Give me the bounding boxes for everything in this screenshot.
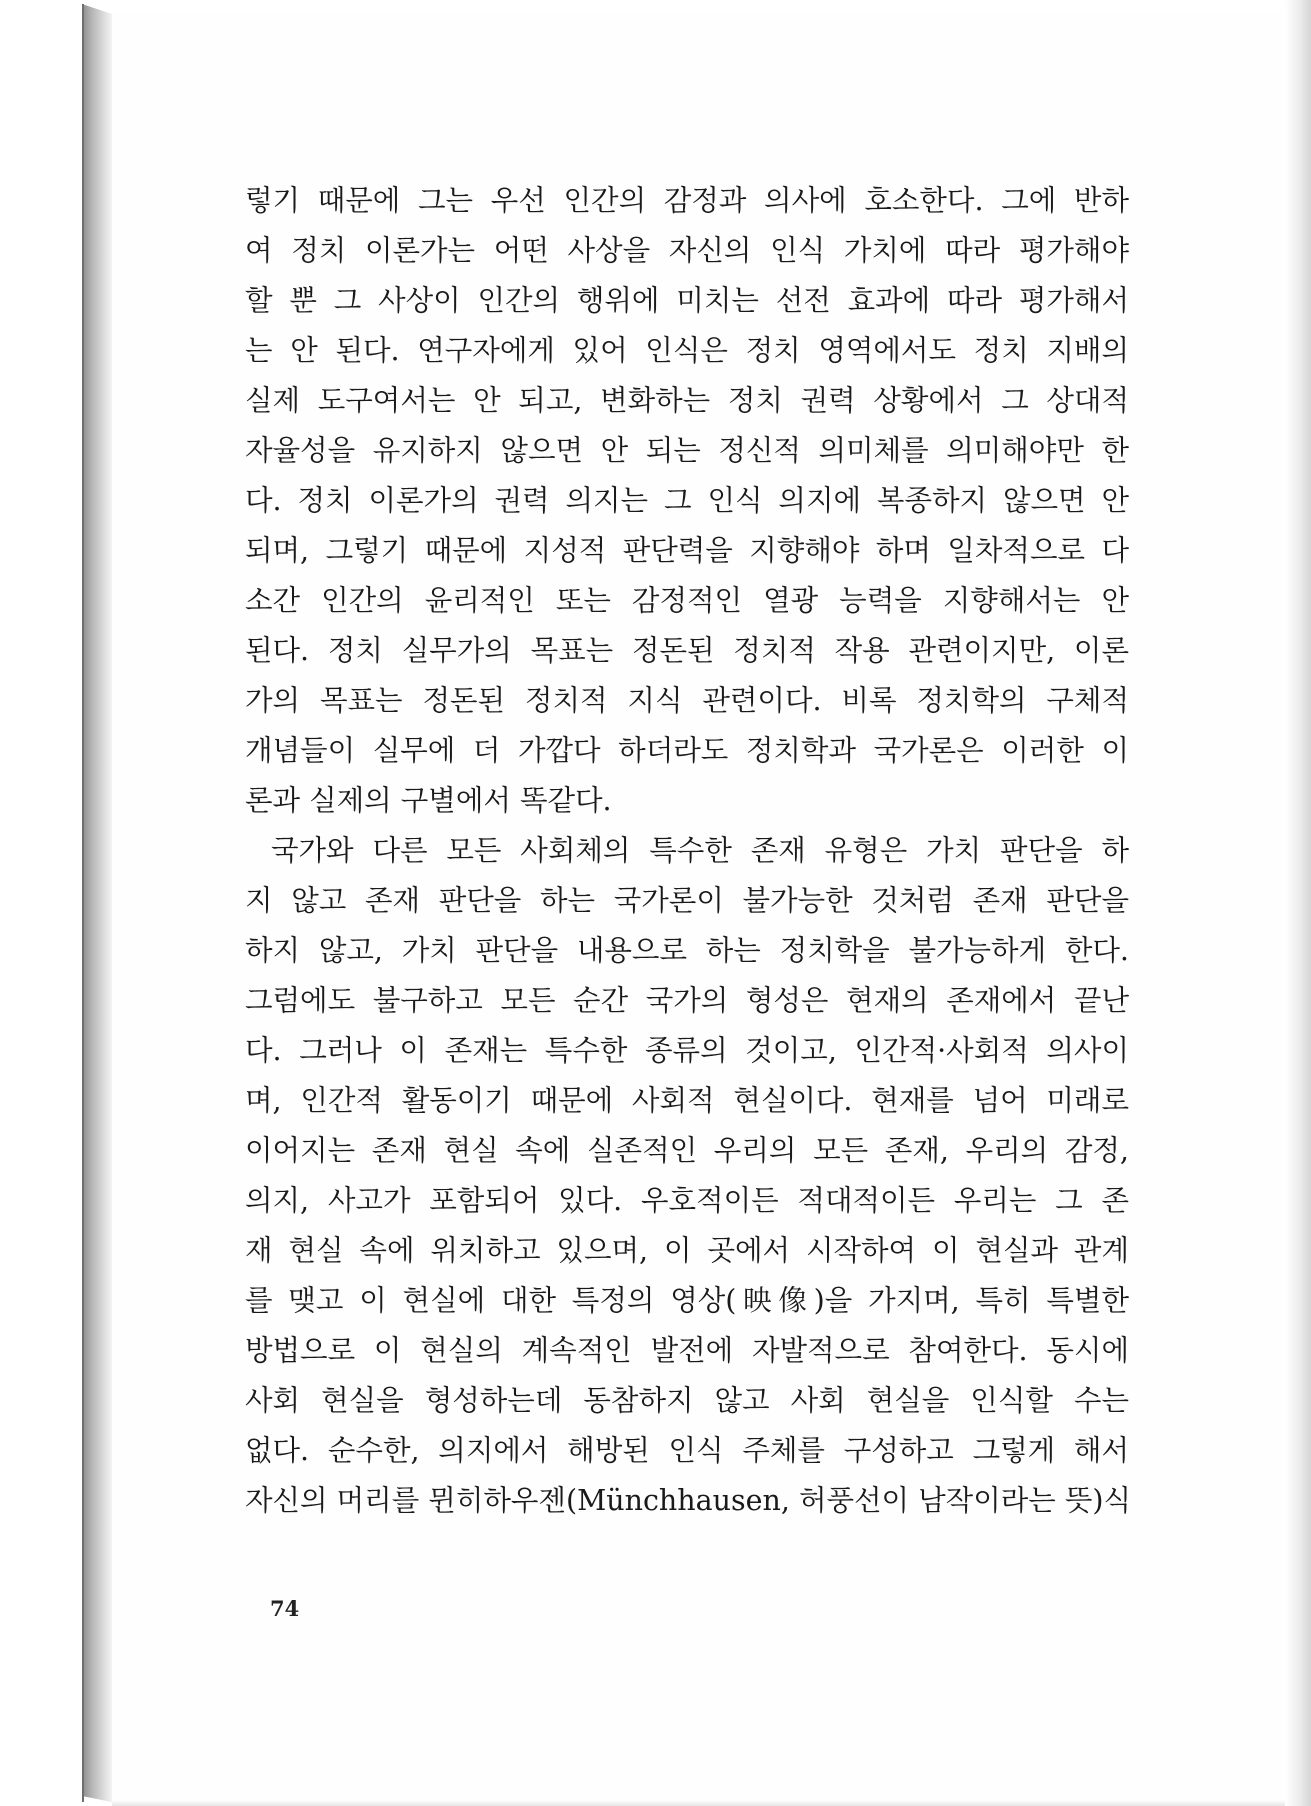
page-bottom-edge xyxy=(112,1800,1285,1806)
text-line: 개념들이 실무에 더 가깝다 하더라도 정치학과 국가론은 이러한 이 xyxy=(245,734,1129,767)
paragraph-start-line: 국가와 다른 모든 사회체의 특수한 존재 유형은 가치 판단을 하 xyxy=(271,834,1129,867)
text-line: 를 맺고 이 현실에 대한 특정의 영상(映像)을 가지며, 특히 특별한 xyxy=(245,1284,1129,1317)
text-line: 없다. 순수한, 의지에서 해방된 인식 주체를 구성하고 그렇게 해서 xyxy=(245,1434,1129,1467)
text-line: 할 뿐 그 사상이 인간의 행위에 미치는 선전 효과에 따라 평가해서 xyxy=(245,284,1129,317)
text-line: 소간 인간의 윤리적인 또는 감정적인 열광 능력을 지향해서는 안 xyxy=(245,584,1129,617)
text-line: 방법으로 이 현실의 계속적인 발전에 자발적으로 참여한다. 동시에 xyxy=(245,1334,1129,1367)
body-text xyxy=(245,176,1132,1526)
text-line: 사회 현실을 형성하는데 동참하지 않고 사회 현실을 인식할 수는 xyxy=(245,1384,1129,1417)
text-line: 그럼에도 불구하고 모든 순간 국가의 형성은 현재의 존재에서 끝난 xyxy=(245,984,1129,1017)
text-line: 는 안 된다. 연구자에게 있어 인식은 정치 영역에서도 정치 지배의 xyxy=(245,334,1129,367)
page-number: 74 xyxy=(270,1596,300,1621)
text-line: 렇기 때문에 그는 우선 인간의 감정과 의사에 호소한다. 그에 반하 xyxy=(245,184,1129,217)
text-line: 된다. 정치 실무가의 목표는 정돈된 정치적 작용 관련이지만, 이론 xyxy=(245,634,1129,667)
text-line: 이어지는 존재 현실 속에 실존적인 우리의 모든 존재, 우리의 감정, xyxy=(245,1134,1129,1167)
book-edge-line xyxy=(82,4,84,1802)
text-line: 여 정치 이론가는 어떤 사상을 자신의 인식 가치에 따라 평가해야 xyxy=(245,234,1129,267)
text-line: 하지 않고, 가치 판단을 내용으로 하는 정치학을 불가능하게 한다. xyxy=(245,934,1129,967)
text-line: 자율성을 유지하지 않으면 안 되는 정신적 의미체를 의미해야만 한 xyxy=(245,434,1129,467)
book-spine-edge xyxy=(82,4,112,1802)
page-right-edge xyxy=(1285,0,1311,1806)
text-line: 가의 목표는 정돈된 정치적 지식 관련이다. 비록 정치학의 구체적 xyxy=(245,684,1129,717)
text-line: 자신의 머리를 뮌히하우젠(Münchhausen, 허풍선이 남작이라는 뜻)식 xyxy=(245,1484,1132,1517)
text-line: 며, 인간적 활동이기 때문에 사회적 현실이다. 현재를 넘어 미래로 xyxy=(245,1084,1129,1117)
text-line: 다. 정치 이론가의 권력 의지는 그 인식 의지에 복종하지 않으면 안 xyxy=(245,484,1129,517)
text-line: 재 현실 속에 위치하고 있으며, 이 곳에서 시작하여 이 현실과 관계 xyxy=(245,1234,1129,1267)
text-line: 되며, 그렇기 때문에 지성적 판단력을 지향해야 하며 일차적으로 다 xyxy=(245,534,1129,567)
paragraph-end-line: 론과 실제의 구별에서 똑같다. xyxy=(245,784,612,817)
text-line: 의지, 사고가 포함되어 있다. 우호적이든 적대적이든 우리는 그 존 xyxy=(245,1184,1129,1217)
text-line: 다. 그러나 이 존재는 특수한 종류의 것이고, 인간적·사회적 의사이 xyxy=(245,1034,1129,1067)
text-line: 지 않고 존재 판단을 하는 국가론이 불가능한 것처럼 존재 판단을 xyxy=(245,884,1129,917)
text-line: 실제 도구여서는 안 되고, 변화하는 정치 권력 상황에서 그 상대적 xyxy=(245,384,1129,417)
